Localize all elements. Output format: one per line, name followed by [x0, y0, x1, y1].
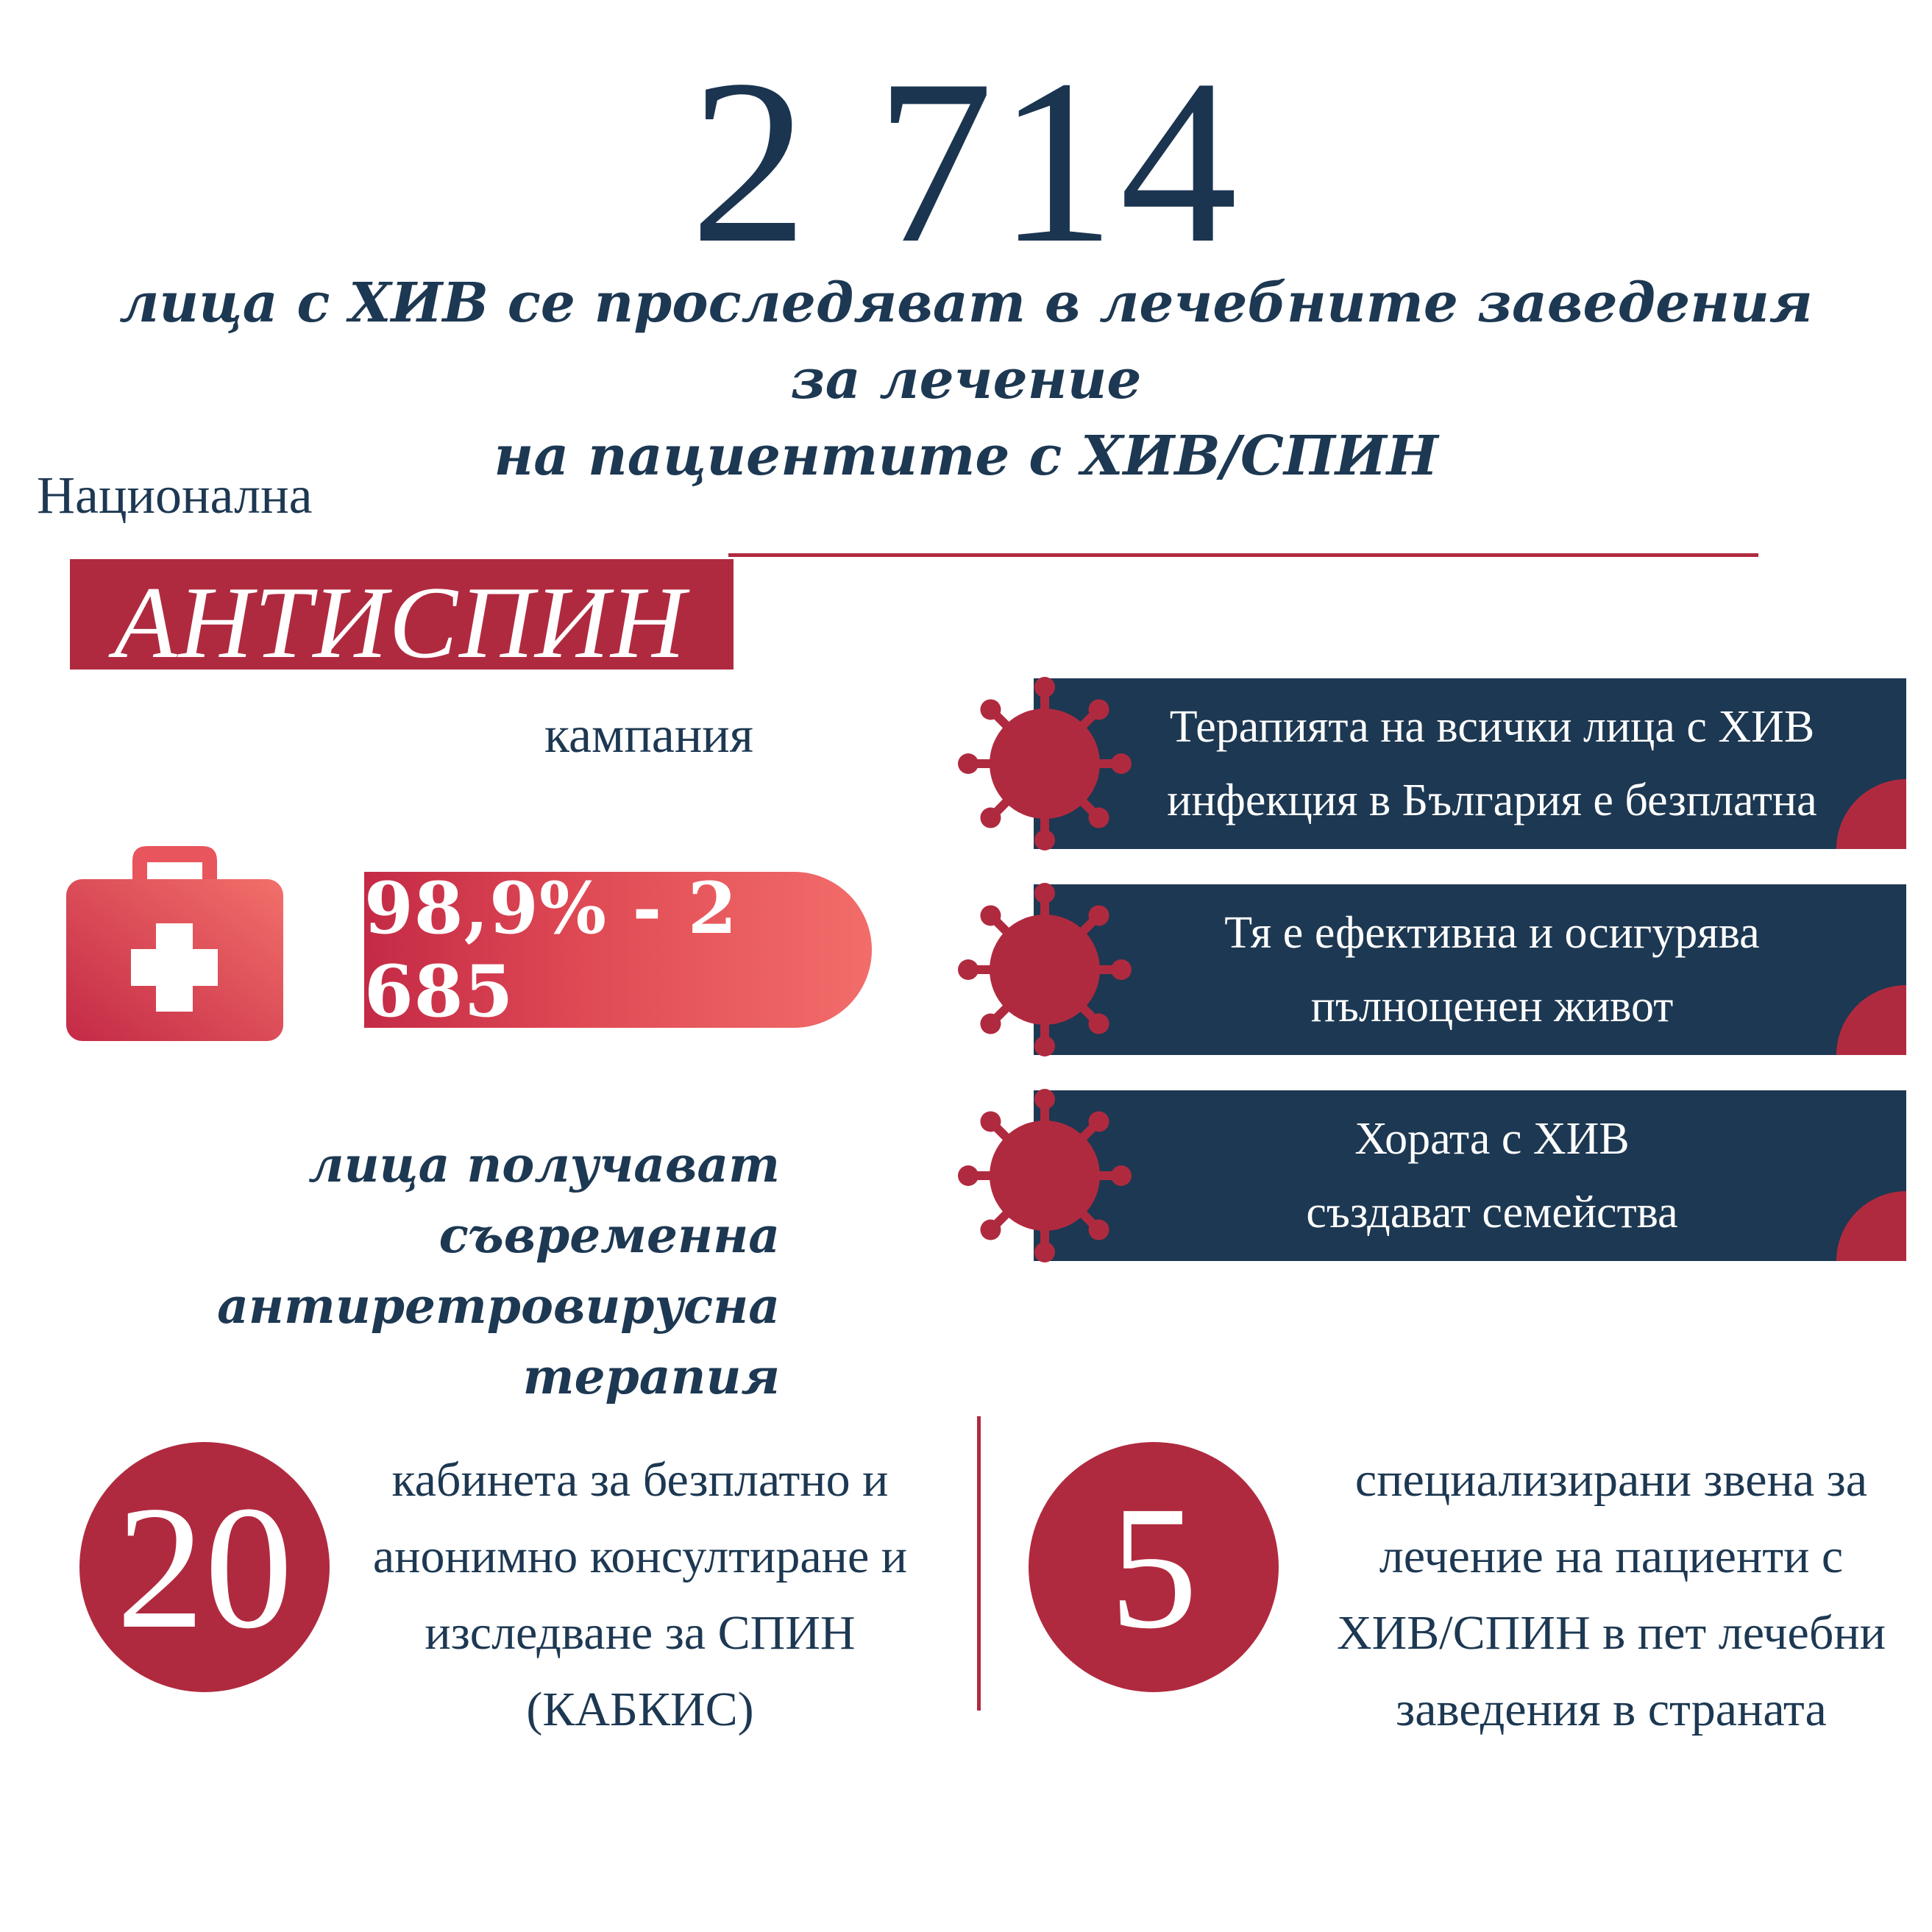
therapy-figure: 98,9% - 2 685	[364, 867, 738, 1033]
stat-description	[1302, 1442, 1920, 1748]
stat-description-line: заведения в страната	[1396, 1683, 1827, 1736]
stats-divider	[977, 1416, 981, 1711]
stat-description-line: специализирани звена за	[1354, 1453, 1868, 1507]
fact-card	[1034, 1090, 1906, 1261]
fact-card-line1: Тя е ефективна и осигурява	[1224, 908, 1760, 958]
fact-card-line2: инфекция в България е безплатна	[1167, 775, 1817, 825]
headline-number: 2 714	[690, 32, 1242, 292]
stat-number-circle	[79, 1442, 330, 1692]
stat-number: 5	[1109, 1469, 1198, 1665]
therapy-caption-line2: антиретровирусна терапия	[217, 1277, 780, 1405]
virus-icon	[956, 881, 1133, 1058]
stat-description-line: кабинета за безплатно и	[391, 1453, 889, 1507]
campaign-divider-line	[728, 553, 1758, 557]
headline-subtitle	[110, 265, 1822, 494]
fact-card	[1034, 884, 1906, 1055]
stat-description-line: изследване за СПИН	[425, 1606, 856, 1660]
fact-card-line2: създават семейства	[1306, 1187, 1678, 1237]
campaign-word: кампания	[544, 707, 753, 764]
stat-number: 20	[116, 1469, 293, 1665]
first-aid-kit-icon	[66, 846, 283, 1041]
campaign-national-label: Национална	[37, 466, 313, 525]
stat-description-line: анонимно консултиране и	[372, 1530, 908, 1583]
fact-card-line2: пълноценен живот	[1310, 981, 1674, 1031]
campaign-name-banner	[70, 559, 734, 680]
stat-description	[324, 1442, 956, 1748]
fact-card	[1034, 678, 1906, 849]
stat-description-line: лечение на пациенти с	[1379, 1530, 1844, 1583]
virus-icon	[956, 675, 1133, 852]
virus-icon	[956, 1087, 1133, 1264]
therapy-figure-banner	[364, 867, 872, 1033]
stat-number-circle	[1029, 1442, 1279, 1692]
fact-card-line1: Терапията на всички лица с ХИВ	[1169, 702, 1815, 752]
fact-card-line1: Хората с ХИВ	[1354, 1114, 1630, 1164]
therapy-caption	[74, 1129, 780, 1412]
stat-description-line: ХИВ/СПИН в пет лечебни	[1336, 1606, 1886, 1660]
headline-subtitle-line2: на пациентите с ХИВ/СПИН	[494, 425, 1438, 488]
therapy-caption-line1: лица получават съвременна	[308, 1136, 780, 1264]
campaign-name: АНТИСПИН	[114, 566, 687, 680]
stat-description-line: (КАБКИС)	[526, 1683, 754, 1736]
headline-subtitle-line1: лица с ХИВ се проследяват в лечебните заведения за лечение	[119, 271, 1813, 411]
